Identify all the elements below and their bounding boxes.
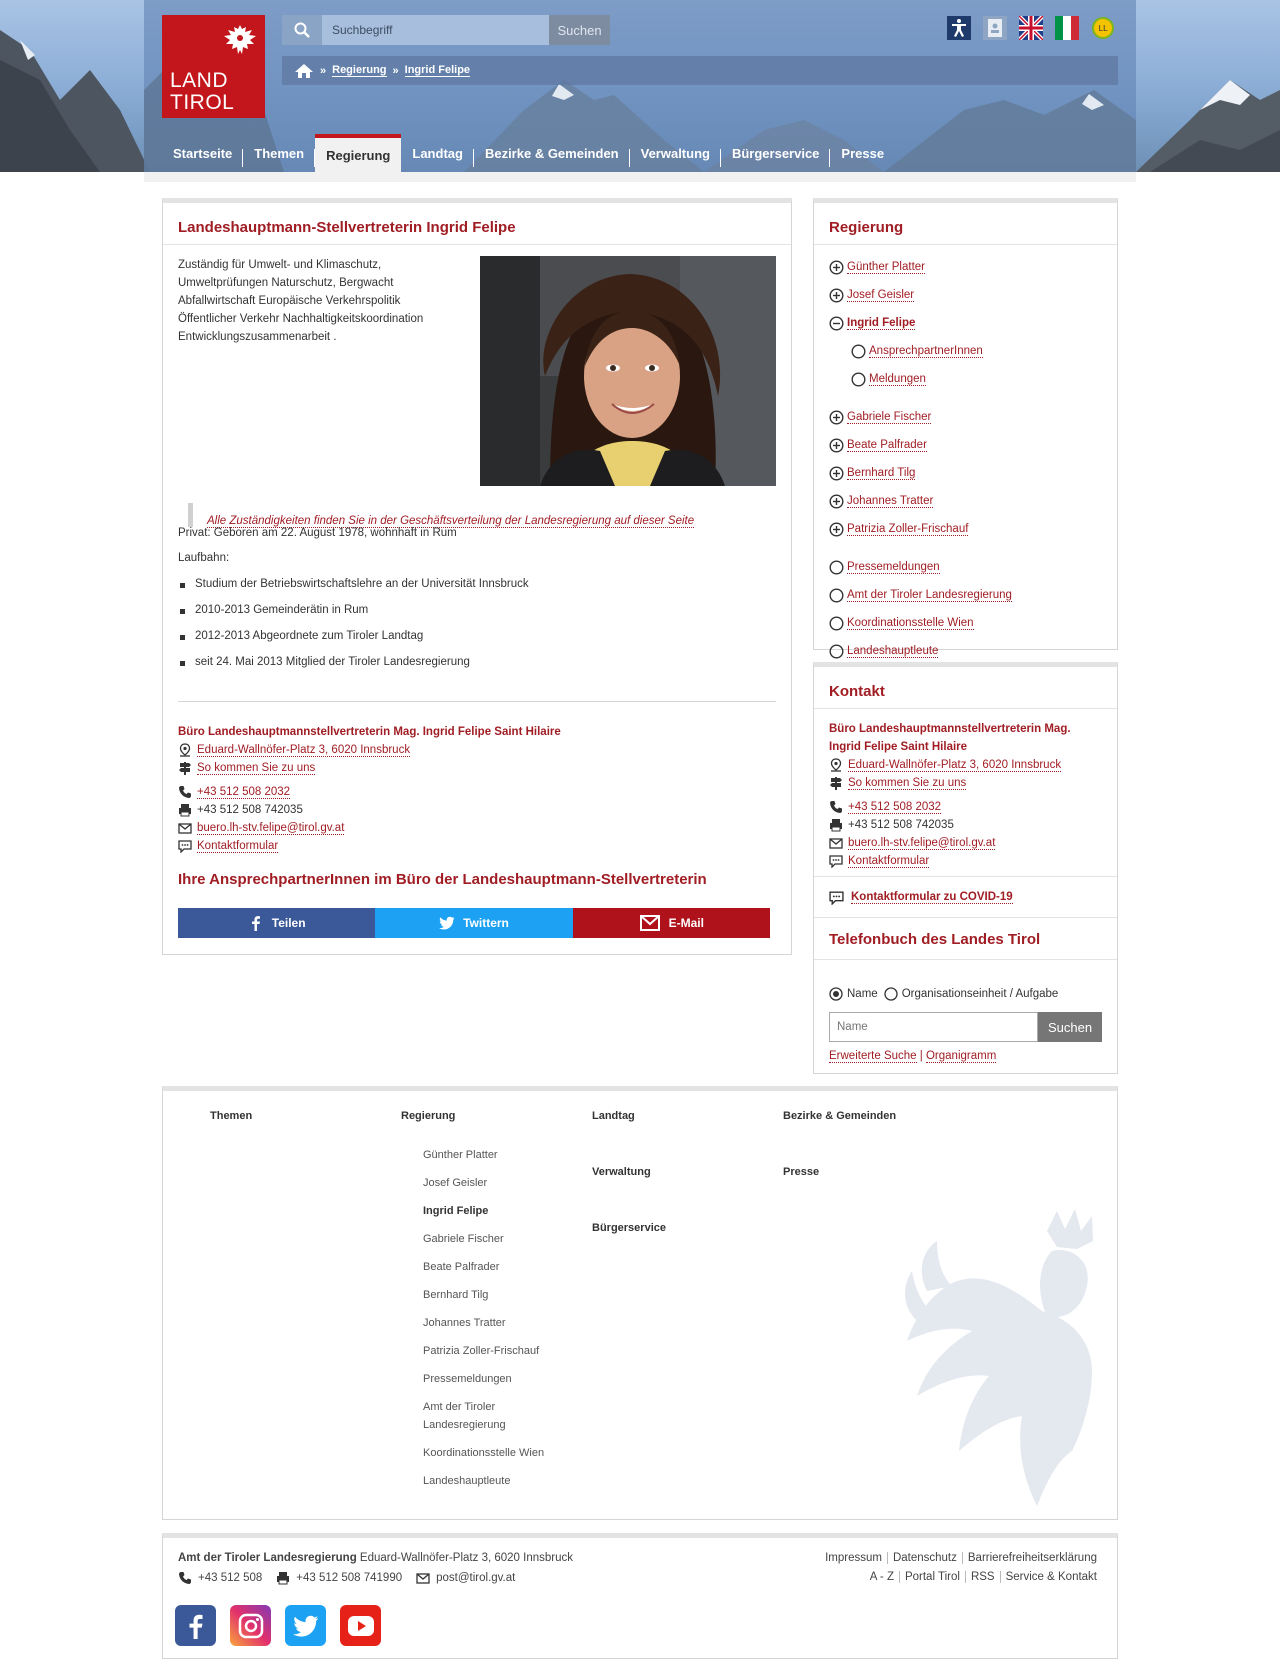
fax-number: +43 512 508 742035 <box>848 819 954 831</box>
footer-col-landtag <box>592 1110 635 1122</box>
footer-sub-link[interactable]: Beate Palfrader <box>423 1261 500 1273</box>
phone-link[interactable]: +43 512 508 2032 <box>197 785 291 798</box>
list-item <box>829 431 1012 459</box>
telefonbuch-links <box>829 1050 996 1062</box>
share-twitter-button[interactable] <box>375 908 572 938</box>
contacts-heading: Ihre AnsprechpartnerInnen im Büro der Landeshauptmann-Stellvertreterin <box>178 871 707 888</box>
career-item: 2012-2013 Abgeordnete zum Tiroler Landtag <box>178 630 529 656</box>
covid-form-link[interactable]: Kontaktformular zu COVID-19 <box>851 891 1013 903</box>
career-label: Laufbahn: <box>178 552 230 564</box>
regierung-box <box>813 198 1118 657</box>
phone-row <box>178 783 768 801</box>
footer-address-text: Eduard-Wallnöfer-Platz 3, 6020 Innsbruck <box>359 1552 573 1564</box>
extended-search-link[interactable]: Erweiterte Suche <box>829 1050 917 1062</box>
footer-col-bezirke <box>783 1110 896 1122</box>
footer-col-regierung <box>401 1110 455 1122</box>
subitem-link[interactable]: Meldungen <box>869 372 926 385</box>
member-link[interactable]: Beate Palfrader <box>847 438 927 451</box>
footer-fax: +43 512 508 741990 <box>296 1572 403 1584</box>
address-link[interactable]: Eduard-Wallnöfer-Platz 3, 6020 Innsbruck <box>848 758 1062 771</box>
twitter-icon[interactable] <box>285 1605 326 1646</box>
responsibilities-quote <box>188 503 748 527</box>
regierung-list <box>829 253 1012 665</box>
share-email-button[interactable] <box>573 908 770 938</box>
telefonbuch-form <box>829 1012 1102 1042</box>
footer-phone[interactable]: +43 512 508 <box>198 1572 263 1584</box>
divider <box>814 876 1117 877</box>
contacts-icon[interactable] <box>983 16 1007 40</box>
footer-email[interactable]: post@tirol.gv.at <box>436 1572 516 1584</box>
telefonbuch-name-input[interactable] <box>829 1012 1038 1042</box>
search-button[interactable]: Suchen <box>549 15 610 45</box>
phone-icon <box>178 785 192 799</box>
footer-col-presse <box>783 1166 819 1178</box>
footer-link-buergerservice[interactable]: Bürgerservice <box>592 1222 666 1234</box>
kontakt-box <box>813 662 1118 1074</box>
subitem-link[interactable]: AnsprechpartnerInnen <box>869 344 983 357</box>
land-tirol-logo[interactable] <box>162 15 265 118</box>
career-list <box>178 578 529 682</box>
footer-sub-link[interactable]: Ingrid Felipe <box>423 1205 489 1217</box>
list-item <box>829 459 1012 487</box>
footer-org: Amt der Tiroler Landesregierung <box>178 1552 357 1564</box>
instagram-icon[interactable] <box>230 1605 271 1646</box>
geschaeftsverteilung-link[interactable]: Alle Zuständigkeiten finden Sie in der Geschäftsverteilung der Landesregierung auf dieser Seite <box>207 515 695 527</box>
portrait-photo <box>480 256 776 486</box>
career-item: Studium der Betriebswirtschaftslehre an der Universität Innsbruck <box>178 578 529 604</box>
footer-contact <box>178 1571 515 1585</box>
nav-bezirke-gemeinden[interactable]: Bezirke & Gemeinden <box>474 134 630 172</box>
nav-startseite[interactable]: Startseite <box>162 134 243 172</box>
footer-link-barrierefreiheit[interactable]: Barrierefreiheitserklärung <box>962 1552 1102 1564</box>
fax-icon <box>178 803 192 817</box>
main-navigation <box>162 134 895 172</box>
member-link[interactable]: Patrizia Zoller-Frischauf <box>847 522 969 535</box>
list-item <box>829 637 1012 665</box>
share-facebook-label: Teilen <box>271 916 306 930</box>
share-twitter-label: Twittern <box>463 916 509 930</box>
regierung-title: Regierung <box>814 203 1117 245</box>
footer-sub-link[interactable]: Patrizia Zoller-Frischauf <box>423 1345 540 1357</box>
speech-bubble-icon <box>829 854 843 868</box>
search-form <box>282 15 610 45</box>
circle-icon <box>829 644 844 659</box>
form-row <box>829 852 1104 870</box>
breadcrumb <box>282 56 1118 85</box>
footer-link-a-z[interactable]: A - Z <box>869 1571 894 1583</box>
email-row <box>829 834 1104 852</box>
svg-text:LL: LL <box>1098 24 1108 33</box>
logo-line-1: LAND <box>170 69 229 92</box>
list-item <box>829 581 1012 609</box>
plus-circle-icon <box>829 288 844 303</box>
easy-language-icon[interactable] <box>1091 16 1115 40</box>
member-link[interactable]: Johannes Tratter <box>847 494 934 507</box>
member-link[interactable]: Günther Platter <box>847 260 925 273</box>
footer-link-impressum[interactable]: Impressum <box>825 1552 882 1564</box>
footer-link-verwaltung[interactable]: Verwaltung <box>592 1166 651 1178</box>
list-item <box>829 309 1012 337</box>
extra-link[interactable]: Landeshauptleute <box>847 644 939 657</box>
radio-org[interactable] <box>884 987 898 1001</box>
footer-links-row2 <box>865 1571 1102 1583</box>
breadcrumb-separator: » <box>392 64 399 77</box>
nav-themen[interactable]: Themen <box>243 134 315 172</box>
member-link[interactable]: Josef Geisler <box>847 288 915 301</box>
extra-link[interactable]: Pressemeldungen <box>847 560 940 573</box>
address-row <box>178 741 768 759</box>
footer-link-presse[interactable]: Presse <box>783 1166 820 1178</box>
header-banner <box>0 0 1280 172</box>
search-input[interactable] <box>322 15 549 45</box>
footer-col-buergerservice <box>592 1222 666 1234</box>
footer-link-bezirke-gemeinden[interactable]: Bezirke & Gemeinden <box>783 1110 897 1122</box>
breadcrumb-separator: » <box>320 64 327 77</box>
list-item <box>829 337 1012 365</box>
sidebar-contact <box>829 720 1104 870</box>
envelope-icon <box>178 821 192 835</box>
footer-link-datenschutz[interactable]: Datenschutz <box>887 1552 962 1564</box>
plus-circle-icon <box>829 410 844 425</box>
italy-flag-icon[interactable] <box>1055 16 1079 40</box>
email-row <box>178 819 768 837</box>
member-link[interactable]: Bernhard Tilg <box>847 466 916 479</box>
main-content-box <box>162 198 792 955</box>
footer-sub-link[interactable]: Pressemeldungen <box>423 1373 512 1385</box>
footer-sub-link[interactable]: Gabriele Fischer <box>423 1233 504 1245</box>
social-links <box>175 1605 381 1646</box>
share-facebook-button[interactable] <box>178 908 375 938</box>
envelope-icon <box>416 1571 430 1585</box>
list-item <box>829 253 1012 281</box>
footer-links-row1 <box>820 1552 1102 1564</box>
contact-form-link[interactable]: Kontaktformular <box>197 839 279 852</box>
list-item <box>829 487 1012 515</box>
phone-link[interactable]: +43 512 508 2032 <box>848 800 942 813</box>
divider <box>814 959 1117 960</box>
list-item <box>829 515 1012 543</box>
extra-link[interactable]: Koordinationsstelle Wien <box>847 616 974 629</box>
envelope-icon <box>639 915 661 931</box>
footer-col-themen <box>210 1110 252 1122</box>
footer-sub-link[interactable]: Bernhard Tilg <box>423 1289 489 1301</box>
radio-name[interactable] <box>829 987 843 1001</box>
search-icon[interactable] <box>282 15 322 45</box>
youtube-icon[interactable] <box>340 1605 381 1646</box>
covid-form-row <box>829 890 1013 905</box>
radio-name-label: Name <box>847 988 878 1000</box>
directions-row <box>178 759 768 777</box>
list-item <box>829 365 1012 393</box>
extra-link[interactable]: Amt der Tiroler Landesregierung <box>847 588 1012 601</box>
accessibility-icon[interactable] <box>947 16 971 40</box>
tirol-eagle-watermark-icon <box>897 1201 1107 1520</box>
fax-icon <box>276 1571 290 1585</box>
footer-link-themen[interactable]: Themen <box>210 1110 253 1122</box>
signpost-icon <box>178 761 192 775</box>
office-name: Büro Landeshauptmannstellvertreterin Mag. Ingrid Felipe Saint Hilaire <box>829 723 1071 753</box>
nav-landtag[interactable]: Landtag <box>401 134 474 172</box>
list-item <box>829 553 1012 581</box>
nav-verwaltung[interactable]: Verwaltung <box>630 134 721 172</box>
location-pin-icon <box>829 758 843 772</box>
list-item <box>829 609 1012 637</box>
private-info: Privat: Geboren am 22. August 1978, wohnhaft in Rum <box>178 527 457 539</box>
list-item <box>829 403 1012 431</box>
telefonbuch-title: Telefonbuch des Landes Tirol <box>829 931 1041 948</box>
telefonbuch-search-button[interactable]: Suchen <box>1038 1012 1102 1042</box>
nav-regierung[interactable]: Regierung <box>315 134 401 172</box>
footer-col-verwaltung <box>592 1166 651 1178</box>
plus-circle-icon <box>829 260 844 275</box>
directions-link[interactable]: So kommen Sie zu uns <box>197 761 316 774</box>
responsibilities-text: Zuständig für Umwelt- und Klimaschutz, Umweltprüfungen Naturschutz, Bergwacht Abfallwirtschaft Europäische Verkehrspolitik Öffentlicher Verkehr Nachhaltigkeitskoordination Entwicklungszusammenarbeit . <box>178 259 424 343</box>
email-link[interactable]: buero.lh-stv.felipe@tirol.gv.at <box>848 836 996 849</box>
telefonbuch-search-type <box>829 987 1058 1001</box>
uk-flag-icon[interactable] <box>1019 16 1043 40</box>
footer-sub-link[interactable]: Josef Geisler <box>423 1177 488 1189</box>
phone-icon <box>178 1571 192 1585</box>
share-email-label: E-Mail <box>668 916 704 930</box>
address-row <box>829 756 1104 774</box>
footer-sub-link[interactable]: Johannes Tratter <box>423 1317 506 1329</box>
footer-link-rss[interactable]: RSS <box>965 1571 1000 1583</box>
minus-circle-icon <box>829 316 844 331</box>
divider <box>178 701 776 702</box>
site-footer <box>162 1533 1118 1659</box>
email-link[interactable]: buero.lh-stv.felipe@tirol.gv.at <box>197 821 345 834</box>
radio-org-label: Organisationseinheit / Aufgabe <box>901 988 1059 1000</box>
footer-sub-link[interactable]: Koordinationsstelle Wien <box>423 1447 545 1459</box>
footer-regierung-list <box>423 1146 553 1500</box>
career-item: 2010-2013 Gemeinderätin in Rum <box>178 604 529 630</box>
header-underline <box>144 172 1136 182</box>
footer-link-service[interactable]: Service & Kontakt <box>1000 1571 1102 1583</box>
fax-row <box>829 816 1104 834</box>
circle-icon <box>851 344 866 359</box>
footer-navigation <box>162 1086 1118 1520</box>
kontakt-title: Kontakt <box>814 667 1117 709</box>
directions-link[interactable]: So kommen Sie zu uns <box>848 776 967 789</box>
circle-icon <box>829 560 844 575</box>
footer-sub-link[interactable]: Amt der Tiroler Landesregierung <box>423 1401 506 1431</box>
career-item: seit 24. Mai 2013 Mitglied der Tiroler Landesregierung <box>178 656 529 682</box>
plus-circle-icon <box>829 466 844 481</box>
plus-circle-icon <box>829 438 844 453</box>
fax-number: +43 512 508 742035 <box>197 804 303 816</box>
footer-sub-link[interactable]: Günther Platter <box>423 1149 498 1161</box>
plus-circle-icon <box>829 494 844 509</box>
circle-icon <box>829 616 844 631</box>
phone-row <box>829 798 1104 816</box>
address-link[interactable]: Eduard-Wallnöfer-Platz 3, 6020 Innsbruck <box>197 743 411 756</box>
speech-bubble-icon <box>829 890 844 905</box>
organigramm-link[interactable]: Organigramm <box>925 1050 997 1062</box>
footer-link-regierung[interactable]: Regierung <box>401 1110 456 1122</box>
speech-bubble-icon <box>178 839 192 853</box>
footer-link-landtag[interactable]: Landtag <box>592 1110 635 1122</box>
home-icon[interactable] <box>294 63 314 79</box>
share-bar <box>178 908 770 938</box>
facebook-icon <box>248 915 264 931</box>
footer-link-portal[interactable]: Portal Tirol <box>899 1571 965 1583</box>
office-contact <box>178 723 768 855</box>
directions-row <box>829 774 1104 792</box>
member-link[interactable]: Gabriele Fischer <box>847 410 932 423</box>
footer-address <box>178 1552 573 1564</box>
location-pin-icon <box>178 743 192 757</box>
top-icon-bar <box>947 16 1115 40</box>
facebook-icon[interactable] <box>175 1605 216 1646</box>
link-separator: | <box>919 1050 923 1062</box>
footer-sub-link[interactable]: Landeshauptleute <box>423 1475 511 1487</box>
breadcrumb-regierung[interactable]: Regierung <box>332 64 387 76</box>
signpost-icon <box>829 776 843 790</box>
contact-form-link[interactable]: Kontaktformular <box>848 854 930 867</box>
nav-presse[interactable]: Presse <box>841 145 885 161</box>
fax-row <box>178 801 768 819</box>
fax-icon <box>829 818 843 832</box>
logo-line-2: TIROL <box>170 91 235 114</box>
envelope-icon <box>829 836 843 850</box>
plus-circle-icon <box>829 522 844 537</box>
member-link-active[interactable]: Ingrid Felipe <box>847 316 916 329</box>
list-item <box>829 281 1012 309</box>
divider <box>814 917 1117 918</box>
circle-icon <box>851 372 866 387</box>
office-name: Büro Landeshauptmannstellvertreterin Mag. Ingrid Felipe Saint Hilaire <box>178 726 561 738</box>
page-title: Landeshauptmann-Stellvertreterin Ingrid Felipe <box>163 203 791 245</box>
circle-icon <box>829 588 844 603</box>
twitter-icon <box>439 915 455 931</box>
form-row <box>178 837 768 855</box>
breadcrumb-ingrid-felipe[interactable]: Ingrid Felipe <box>404 64 471 76</box>
nav-buergerservice[interactable]: Bürgerservice <box>721 134 830 172</box>
tirol-eagle-icon <box>222 23 258 57</box>
phone-icon <box>829 800 843 814</box>
